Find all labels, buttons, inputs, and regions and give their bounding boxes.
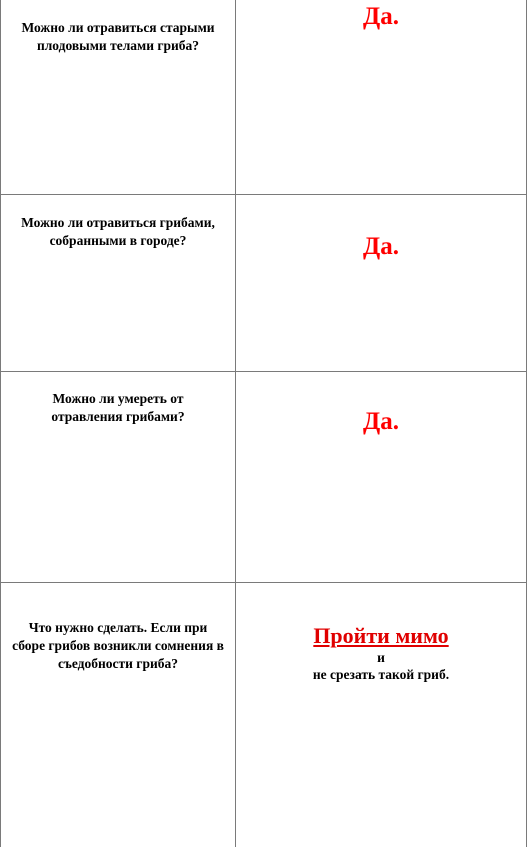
answer-text: Да. <box>363 233 399 260</box>
table-row <box>1 194 526 371</box>
answer-text: Да. <box>363 3 399 30</box>
answer-cell <box>236 583 526 847</box>
question-cell <box>1 0 236 194</box>
question-text: Что нужно сделать. Если при сборе грибов возникли сомнения в съедобности гриба? <box>12 620 224 671</box>
table-row <box>1 0 526 194</box>
answer-cell <box>236 195 526 371</box>
question-text: Можно ли отравиться грибами, собранными в городе? <box>21 215 215 248</box>
question-cell <box>1 195 236 371</box>
table-row <box>1 582 526 847</box>
question-cell <box>1 372 236 582</box>
question-text: Можно ли отравиться старыми плодовыми телами гриба? <box>21 20 215 53</box>
table-row <box>1 371 526 582</box>
answer-cell <box>236 372 526 582</box>
answer-text: Пройти мимо <box>313 623 449 648</box>
answer-conjunction: и <box>377 650 385 665</box>
answer-detail: не срезать такой гриб. <box>312 667 450 682</box>
answer-cell <box>236 0 526 194</box>
question-cell <box>1 583 236 847</box>
question-text: Можно ли умереть от отравления грибами? <box>51 391 185 424</box>
answer-text: Да. <box>363 408 399 435</box>
